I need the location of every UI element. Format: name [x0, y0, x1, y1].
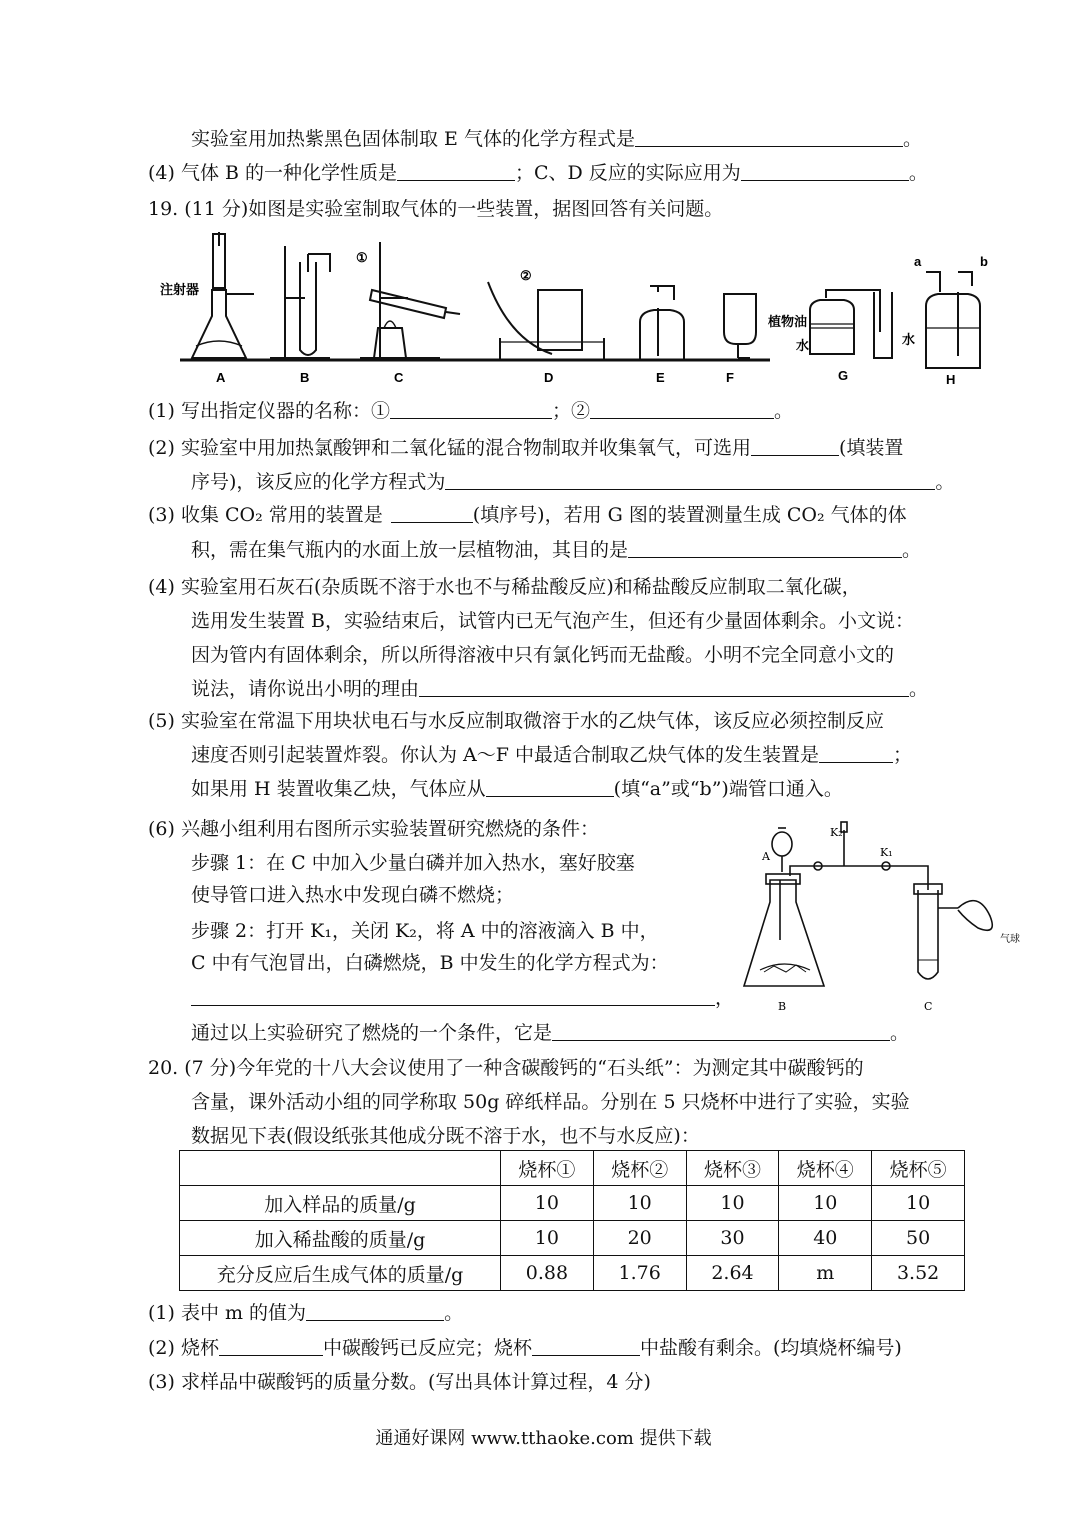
- question-line: [191, 850, 635, 876]
- line-text: (3) 收集 CO₂ 常用的装置是: [148, 504, 383, 526]
- caption-e: E: [656, 370, 665, 385]
- table-header-cell: 烧杯②: [593, 1151, 686, 1186]
- question-line: [148, 1300, 463, 1326]
- question-line: [148, 1369, 651, 1395]
- answer-blank[interactable]: [635, 126, 903, 147]
- line-text: (填“a”或“b”)端管口通入。: [613, 778, 843, 800]
- answer-blank[interactable]: [219, 1335, 323, 1356]
- answer-blank[interactable]: [552, 1020, 890, 1041]
- syringe-label: 注射器: [160, 282, 200, 297]
- caption-b: B: [300, 370, 310, 385]
- table-header-cell: 烧杯③: [686, 1151, 779, 1186]
- table-cell: 10: [593, 1186, 686, 1221]
- answer-blank[interactable]: [590, 398, 774, 419]
- line-text: 。: [909, 678, 929, 700]
- table-cell: 50: [872, 1221, 965, 1256]
- label-k1: K₁: [880, 846, 893, 859]
- line-text: 步骤 2：打开 K₁，关闭 K₂，将 A 中的溶液滴入 B 中，: [191, 920, 659, 942]
- table-cell: 10: [501, 1186, 594, 1221]
- answer-blank[interactable]: [191, 985, 715, 1006]
- instrument-marker-1: ①: [356, 250, 368, 265]
- table-cell: 1.76: [593, 1256, 686, 1291]
- question-line: [191, 608, 914, 634]
- line-text: 19. (11 分)如图是实验室制取气体的一些装置，据图回答有关问题。: [148, 198, 724, 220]
- line-text: (3) 求样品中碳酸钙的质量分数。(写出具体计算过程，4 分): [148, 1371, 651, 1393]
- question-line: [191, 1123, 700, 1149]
- question-heading: [148, 1055, 864, 1081]
- line-text: (4) 实验室用石灰石(杂质既不溶于水也不与稀盐酸反应)和稀盐酸反应制取二氧化碳，: [148, 576, 861, 598]
- table-row: [180, 1221, 965, 1256]
- line-text: 序号)，该反应的化学方程式为: [191, 471, 446, 493]
- apparatus-figure: [150, 232, 1010, 392]
- line-text: (1) 表中 m 的值为: [148, 1302, 307, 1324]
- answer-blank[interactable]: [486, 776, 614, 797]
- line-text: 中碳酸钙已反应完；烧杯: [322, 1337, 532, 1359]
- question-line: [191, 742, 912, 768]
- question-line: [191, 537, 921, 563]
- answer-blank[interactable]: [532, 1335, 640, 1356]
- answer-blank[interactable]: [751, 435, 839, 456]
- table-header-cell: 烧杯⑤: [872, 1151, 965, 1186]
- line-text: 说法，请你说出小明的理由: [191, 678, 420, 700]
- table-cell: 10: [501, 1221, 594, 1256]
- line-text: 使导管口进入热水中发现白磷不燃烧；: [191, 884, 515, 906]
- line-text: 步骤 1：在 C 中加入少量白磷并加入热水，塞好胶塞: [191, 852, 635, 874]
- question-line: [191, 642, 894, 668]
- caption-a: A: [216, 370, 226, 385]
- answer-blank[interactable]: [419, 676, 909, 697]
- line-text: 。: [902, 128, 922, 150]
- table-cell: 20: [593, 1221, 686, 1256]
- question-line: [191, 882, 514, 908]
- question-line: [191, 950, 669, 976]
- line-text: ，: [715, 987, 735, 1009]
- table-cell: 3.52: [872, 1256, 965, 1291]
- question-line: [191, 1089, 910, 1115]
- line-text: 选用发生装置 B，实验结束后，试管内已无气泡产生，但还有少量固体剩余。小文说：: [191, 610, 915, 632]
- question-line: [191, 918, 659, 944]
- table-cell: 30: [686, 1221, 779, 1256]
- line-text: 。: [890, 1022, 910, 1044]
- line-text: 因为管内有固体剩余，所以所得溶液中只有氯化钙而无盐酸。小明不完全同意小文的: [191, 644, 895, 666]
- experiment-data-table: [179, 1150, 965, 1291]
- table-header-row: [180, 1151, 965, 1186]
- question-line: [148, 1335, 902, 1361]
- question-line: [148, 708, 884, 734]
- line-text: (填序号)，若用 G 图的装置测量生成 CO₂ 气体的体: [472, 504, 907, 526]
- table-header-cell: [180, 1151, 501, 1186]
- table-cell: 40: [779, 1221, 872, 1256]
- answer-blank[interactable]: [306, 1300, 444, 1321]
- line-text: 。: [444, 1302, 464, 1324]
- table-cell: 加入样品的质量/g: [180, 1186, 501, 1221]
- table-cell: 10: [779, 1186, 872, 1221]
- line-text: 。: [935, 471, 955, 493]
- water-label: 水: [902, 332, 916, 347]
- port-label-b: b: [980, 254, 988, 269]
- caption-d: D: [544, 370, 554, 385]
- water-label: 水: [796, 338, 810, 353]
- line-text: (2) 烧杯: [148, 1337, 219, 1359]
- line-text: (5) 实验室在常温下用块状电石与水反应制取微溶于水的乙炔气体，该反应必须控制反应: [148, 710, 884, 732]
- table-cell: 0.88: [501, 1256, 594, 1291]
- question-line: [148, 435, 903, 461]
- line-text: (2) 实验室中用加热氯酸钾和二氧化锰的混合物制取并收集氧气，可选用: [148, 437, 751, 459]
- answer-blank[interactable]: [391, 502, 473, 523]
- label-k2: K₂: [830, 826, 843, 839]
- line-text: 速度否则引起装置炸裂。你认为 A～F 中最适合制取乙炔气体的发生装置是: [191, 744, 819, 766]
- line-text: (填装置: [838, 437, 904, 459]
- question-line: [148, 574, 861, 600]
- answer-blank[interactable]: [390, 398, 552, 419]
- answer-blank[interactable]: [628, 537, 902, 558]
- table-cell: 10: [686, 1186, 779, 1221]
- line-text: 积，需在集气瓶内的水面上放一层植物油，其目的是: [191, 539, 629, 561]
- table-cell: 充分反应后生成气体的质量/g: [180, 1256, 501, 1291]
- answer-blank[interactable]: [819, 742, 893, 763]
- caption-f: F: [726, 370, 734, 385]
- line-text: 数据见下表(假设纸张其他成分既不溶于水，也不与水反应)：: [191, 1125, 700, 1147]
- question-line: [191, 676, 928, 702]
- line-text: (6) 兴趣小组利用右图所示实验装置研究燃烧的条件：: [148, 818, 599, 840]
- line-text: C 中有气泡冒出，白磷燃烧，B 中发生的化学方程式为：: [191, 952, 669, 974]
- oil-label: 植物油: [768, 314, 808, 329]
- line-text: (1) 写出指定仪器的名称：①: [148, 400, 390, 422]
- answer-blank[interactable]: [445, 469, 935, 490]
- line-text: 。: [902, 539, 922, 561]
- instrument-marker-2: ②: [520, 268, 532, 283]
- question-line: [148, 160, 928, 186]
- line-text: 如果用 H 装置收集乙炔，气体应从: [191, 778, 486, 800]
- line-text: 20. (7 分)今年党的十八大会议使用了一种含碳酸钙的“石头纸”：为测定其中碳酸钙的: [148, 1057, 864, 1079]
- caption-g: G: [838, 368, 849, 383]
- question-line: [148, 816, 599, 842]
- table-cell: 2.64: [686, 1256, 779, 1291]
- question-line: [191, 126, 922, 152]
- label-a: A: [762, 850, 770, 863]
- answer-blank[interactable]: [397, 160, 515, 181]
- table-row: [180, 1186, 965, 1221]
- table-cell: m: [779, 1256, 872, 1291]
- question-line: [191, 469, 954, 495]
- line-text: 中盐酸有剩余。(均填烧杯编号): [639, 1337, 902, 1359]
- answer-blank[interactable]: [741, 160, 909, 181]
- question-line: [148, 398, 793, 424]
- caption-h: H: [946, 372, 956, 387]
- table-header-cell: 烧杯④: [779, 1151, 872, 1186]
- table-cell: 加入稀盐酸的质量/g: [180, 1221, 501, 1256]
- table-row: [180, 1256, 965, 1291]
- port-label-a: a: [914, 254, 922, 269]
- line-text: 含量，课外活动小组的同学称取 50g 碎纸样品。分别在 5 只烧杯中进行了实验，实验: [191, 1091, 910, 1113]
- line-text: ；C、D 反应的实际应用为: [515, 162, 741, 184]
- line-text: ；: [893, 744, 913, 766]
- label-balloon: 气球: [1000, 934, 1020, 945]
- line-text: ；②: [551, 400, 590, 422]
- line-text: (4) 气体 B 的一种化学性质是: [148, 162, 397, 184]
- label-b: B: [778, 1000, 787, 1013]
- caption-c: C: [394, 370, 404, 385]
- table-header-cell: 烧杯①: [501, 1151, 594, 1186]
- question-line: [191, 985, 734, 1011]
- question-line: [148, 502, 907, 528]
- line-text: 通过以上实验研究了燃烧的一个条件，它是: [191, 1022, 553, 1044]
- line-text: 。: [908, 162, 928, 184]
- label-c: C: [924, 1000, 933, 1013]
- table-cell: 10: [872, 1186, 965, 1221]
- page-footer: 通通好课网 www.tthaoke.com 提供下载: [375, 1428, 712, 1449]
- combustion-apparatus-figure: [734, 820, 1034, 1020]
- line-text: 。: [773, 400, 793, 422]
- line-text: 实验室用加热紫黑色固体制取 E 气体的化学方程式是: [191, 128, 635, 150]
- question-line: [191, 776, 843, 802]
- question-line: [191, 1020, 909, 1046]
- question-heading: [148, 196, 723, 222]
